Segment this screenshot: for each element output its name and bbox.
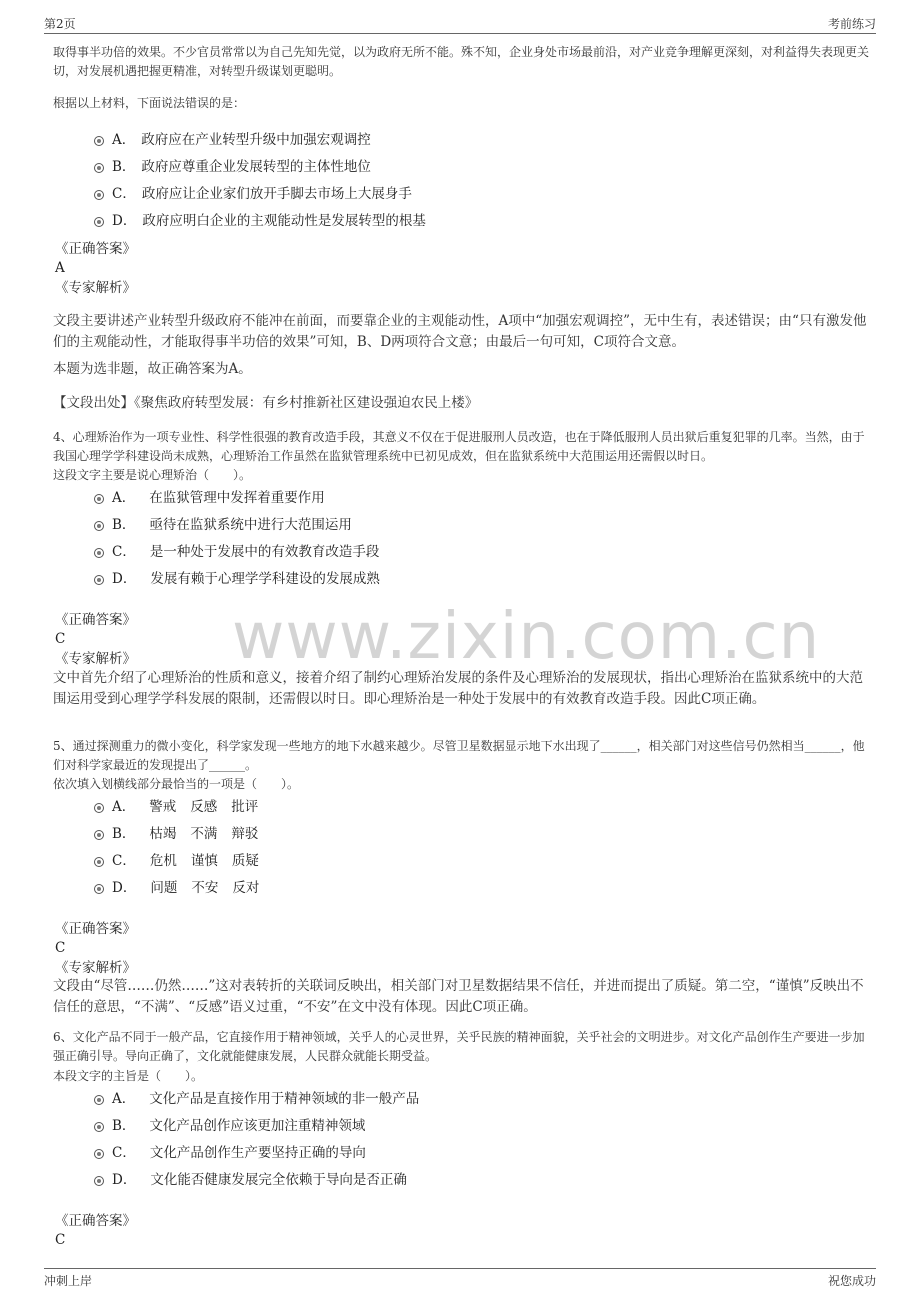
- page-number: 第2页: [44, 17, 76, 31]
- q6-answer-label: 《正确答案》: [55, 1213, 136, 1229]
- q5-answer: C: [55, 940, 66, 956]
- radio-icon[interactable]: [94, 857, 104, 867]
- radio-icon[interactable]: [94, 548, 104, 558]
- footer-left-text: 冲刺上岸: [44, 1274, 93, 1288]
- q5-option-b[interactable]: B． 枯竭 不满 辩驳: [94, 824, 272, 844]
- radio-icon[interactable]: [94, 190, 104, 200]
- q5-answer-label: 《正确答案》: [55, 921, 136, 937]
- radio-icon[interactable]: [94, 884, 104, 894]
- q6-stem: 6、文化产品不同于一般产品，它直接作用于精神领域，关乎人的心灵世界，关乎民族的精神面貌，关乎社会的文明进步。对文化产品创作生产要进一步加强正确引导。导向正确了，文化就能健康发展，人民群众就能长期受益。: [53, 1030, 865, 1063]
- q4-analysis: 文中首先介绍了心理矫治的性质和意义，接着介绍了制约心理矫治发展的条件及心理矫治的发展现状，指出心理矫治在监狱系统中的大范围运用受到心理学学科发展的限制，还需假以时日。即心理矫治是一种处于发展中的有效教育改造手段。因此C项正确。: [53, 670, 863, 707]
- q3-option-b[interactable]: B． 政府应尊重企业发展转型的主体性地位: [94, 157, 371, 177]
- radio-icon[interactable]: [94, 1122, 104, 1132]
- radio-icon[interactable]: [94, 1176, 104, 1186]
- radio-icon[interactable]: [94, 575, 104, 585]
- q3-conclusion: 本题为选非题，故正确答案为A。: [53, 361, 252, 377]
- footer-divider: [44, 1268, 876, 1269]
- q6-option-b[interactable]: B． 文化产品创作应该更加注重精神领域: [94, 1116, 365, 1136]
- q4-analysis-label: 《专家解析》: [55, 651, 136, 667]
- q4-option-a[interactable]: A． 在监狱管理中发挥着重要作用: [94, 488, 325, 508]
- radio-icon[interactable]: [94, 136, 104, 146]
- radio-icon[interactable]: [94, 830, 104, 840]
- q3-answer: A: [55, 260, 65, 276]
- q3-analysis-label: 《专家解析》: [55, 280, 136, 296]
- q3-stem: 取得事半功倍的效果。不少官员常常以为自己先知先觉，以为政府无所不能。殊不知，企业身处市场最前沿，对产业竞争理解更深刻，对利益得失表现更关切，对发展机遇把握更精准，对转型升级谋划更聪明。: [53, 45, 870, 78]
- q4-option-c[interactable]: C． 是一种处于发展中的有效教育改造手段: [94, 542, 379, 562]
- q4-answer: C: [55, 631, 66, 647]
- header-title: 考前练习: [827, 17, 876, 31]
- q5-analysis-label: 《专家解析》: [55, 960, 136, 976]
- watermark: www.zixin.com.cn: [232, 600, 821, 674]
- radio-icon[interactable]: [94, 494, 104, 504]
- radio-icon[interactable]: [94, 1095, 104, 1105]
- q6-option-c[interactable]: C． 文化产品创作生产要坚持正确的导向: [94, 1143, 366, 1163]
- footer-right-text: 祝您成功: [827, 1274, 876, 1288]
- q4-stem: 4、心理矫治作为一项专业性、科学性很强的教育改造手段，其意义不仅在于促进服刑人员改造，也在于降低服刑人员出狱后重复犯罪的几率。当然，由于我国心理学学科建设尚未成熟，心理矫治工作虽然在监狱管理系统中已初见成效，但在监狱系统中大范围运用还需假以时日。: [53, 430, 865, 463]
- q5-question: 依次填入划横线部分最恰当的一项是（ ）。: [53, 777, 300, 791]
- q3-answer-label: 《正确答案》: [55, 241, 136, 257]
- q6-answer: C: [55, 1232, 66, 1248]
- q5-option-d[interactable]: D． 问题 不安 反对: [94, 878, 273, 898]
- q6-option-a[interactable]: A． 文化产品是直接作用于精神领域的非一般产品: [94, 1089, 419, 1109]
- q6-option-d[interactable]: D． 文化能否健康发展完全依赖于导向是否正确: [94, 1170, 407, 1190]
- q4-option-d[interactable]: D． 发展有赖于心理学学科建设的发展成熟: [94, 569, 380, 589]
- q5-option-c[interactable]: C． 危机 谨慎 质疑: [94, 851, 273, 871]
- q5-analysis: 文段由“尽管……仍然……”这对表转折的关联词反映出，相关部门对卫星数据结果不信任，并进而提出了质疑。第二空，“谨慎”反映出不信任的意思，“不满”、“反感”语义过重，“不安”在文中没有体现。因此C项正确。: [53, 978, 864, 1015]
- q5-option-a[interactable]: A． 警戒 反感 批评: [94, 797, 272, 817]
- q4-option-b[interactable]: B． 亟待在监狱系统中进行大范围运用: [94, 515, 352, 535]
- q3-source: 【文段出处】《聚焦政府转型发展：有乡村推新社区建设强迫农民上楼》: [53, 395, 479, 411]
- radio-icon[interactable]: [94, 217, 104, 227]
- q4-answer-label: 《正确答案》: [55, 612, 136, 628]
- q3-option-d[interactable]: D． 政府应明白企业的主观能动性是发展转型的根基: [94, 211, 426, 231]
- radio-icon[interactable]: [94, 1149, 104, 1159]
- q3-option-c[interactable]: C． 政府应让企业家们放开手脚去市场上大展身手: [94, 184, 412, 204]
- q4-question: 这段文字主要是说心理矫治（ ）。: [53, 468, 252, 482]
- q5-stem: 5、通过探测重力的微小变化，科学家发现一些地方的地下水越来越少。尽管卫星数据显示地下水出现了______，相关部门对这些信号仍然相当______，他们对科学家最近的发现提出了______。: [53, 739, 865, 772]
- q3-analysis: 文段主要讲述产业转型升级政府不能冲在前面，而要靠企业的主观能动性，A项中“加强宏观调控”，无中生有，表述错误；由“只有激发他们的主观能动性，才能取得事半功倍的效果”可知，B、D两项符合文意；由最后一句可知，C项符合文意。: [53, 313, 867, 350]
- q6-question: 本段文字的主旨是（ ）。: [53, 1069, 204, 1083]
- header-divider: [44, 33, 876, 34]
- radio-icon[interactable]: [94, 163, 104, 173]
- radio-icon[interactable]: [94, 803, 104, 813]
- radio-icon[interactable]: [94, 521, 104, 531]
- q3-option-a[interactable]: A． 政府应在产业转型升级中加强宏观调控: [94, 130, 371, 150]
- q3-question: 根据以上材料，下面说法错误的是：: [53, 96, 246, 110]
